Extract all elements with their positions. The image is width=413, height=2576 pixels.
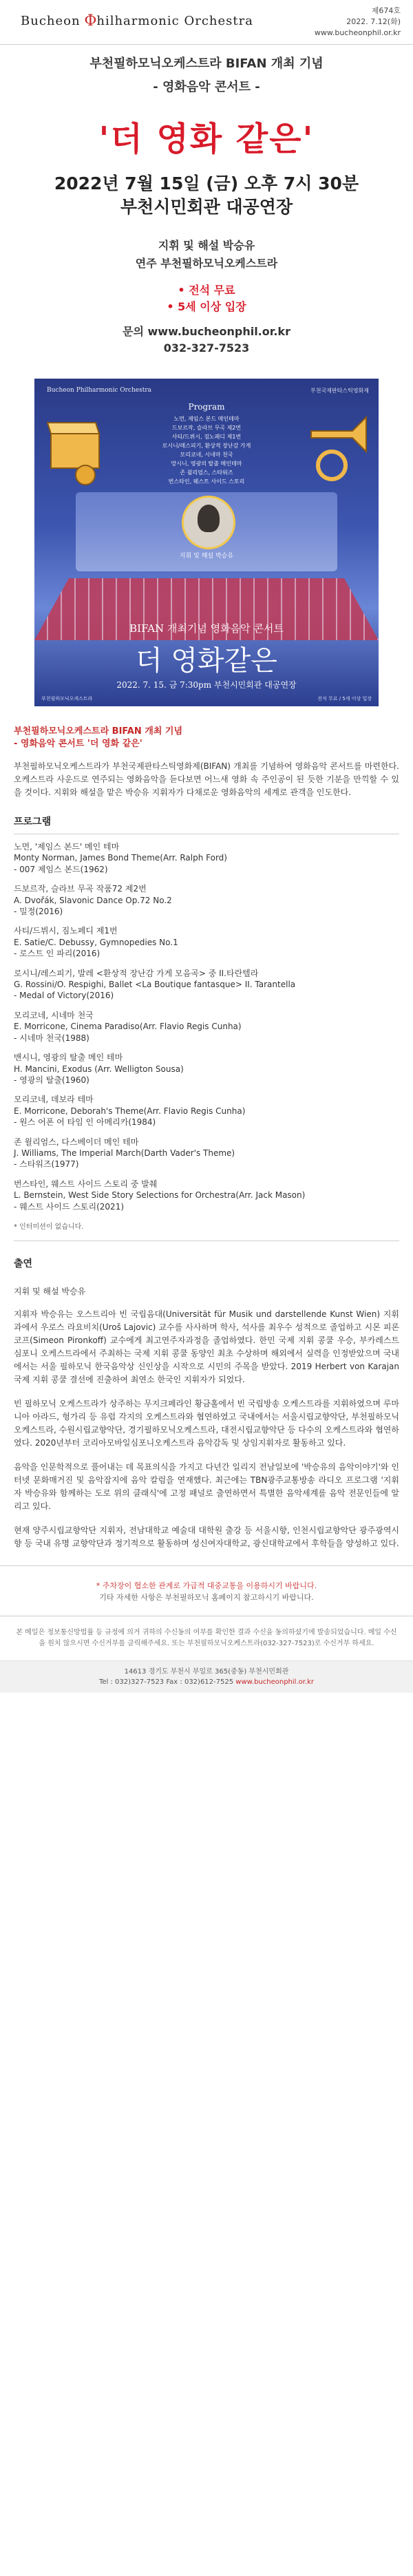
program-item-film: - Medal of Victory(2016): [14, 991, 114, 1001]
header: [0, 0, 413, 45]
program-item-film: - 시네마 천국(1988): [14, 1033, 89, 1043]
poster-conductor: 지휘 및 해설 박승유: [179, 553, 234, 560]
note-free: • 전석 무료: [178, 284, 235, 297]
conductor-line: 지휘 및 해설 박승유: [158, 239, 255, 252]
program-item: [14, 841, 399, 875]
program-item-korean: 사티/드뷔시, 짐노페디 제1번: [14, 926, 118, 936]
program-item: [14, 1094, 399, 1128]
program-item-english: Monty Norman, James Bond Theme(Arr. Ralph Ford): [14, 853, 227, 863]
article-heading-2: - 영화음악 콘서트 '더 영화 같은': [14, 739, 142, 749]
program-item-english: J. Williams, The Imperial March(Darth Vader's Theme): [14, 1148, 235, 1158]
concert-poster[interactable]: [34, 379, 379, 706]
email-disclaimer: 본 메일은 정보통신망법률 등 규정에 의거 귀하의 수신동의 여부를 확인한 결과 수신을 동의하셨기에 발송되었습니다. 메일 수신을 원치 않으시면 수신거부를 클릭해주세요. 또는 부천필하모닉오케스트라(032-327-7523)로 수신거부 하세요.: [16, 1628, 397, 1647]
program-item-film: - 로스트 인 파리(2016): [14, 949, 100, 959]
intro-subtitle-2: - 영화음악 콘서트 -: [153, 80, 260, 94]
poster-footer-right: 전석 무료 / 5세 이상 입장: [317, 696, 372, 701]
conductor-bio: [14, 1308, 399, 1550]
poster-program-line: 로시니/레스피기, 환상적 장난감 가게: [162, 443, 251, 449]
poster-program: [116, 402, 297, 483]
inquiry-link[interactable]: 문의 www.bucheonphil.or.kr: [123, 325, 290, 338]
program-item-film: - 원스 어폰 어 타임 인 아메리카(1984): [14, 1117, 156, 1128]
poster-program-head: Program: [188, 402, 225, 412]
notice-box: [0, 1565, 413, 1603]
program-item-english: H. Mancini, Exodus (Arr. Welligton Sousa): [14, 1064, 184, 1074]
poster-program-line: 망시니, 영광의 탈출 메인테마: [171, 461, 242, 467]
article: [0, 726, 413, 1550]
program-item-film: - 007 제임스 본드(1962): [14, 864, 108, 874]
logo-right: hilharmonic Orchestra: [96, 14, 253, 28]
poster-footer: [41, 695, 372, 702]
phi-icon: Φ: [84, 12, 98, 30]
poster-festival: 부천국제판타스틱영화제: [310, 388, 369, 394]
issue-date: 2022. 7.12(화): [346, 17, 401, 26]
program-item-korean: 드보르작, 슬라브 무곡 작품72 제2번: [14, 884, 147, 894]
footer-address: 14613 경기도 부천시 부일로 365(중동) 부천시민회관: [124, 1667, 289, 1676]
footer-site-link[interactable]: www.bucheonphil.or.kr: [235, 1678, 315, 1686]
footer: [0, 1616, 413, 1693]
program-item-english: E. Morricone, Cinema Paradiso(Arr. Flavio Regis Cunha): [14, 1022, 242, 1032]
program-item: [14, 1137, 399, 1170]
intro: [0, 45, 413, 357]
issue-meta: [315, 6, 401, 39]
program-item: [14, 968, 399, 1002]
program-section-title: 프로그램: [14, 814, 399, 834]
poster-date: 2022. 7. 15. 금 7:30pm 부천시민회관 대공연장: [116, 680, 297, 690]
note-age: • 5세 이상 입장: [167, 300, 246, 313]
program-list: [14, 841, 399, 1212]
program-footnote: * 인터미션이 없습니다.: [14, 1221, 399, 1241]
concert-venue: 부천시민회관 대공연장: [120, 197, 293, 217]
poster-program-line: 모리코네, 시네마 천국: [180, 452, 233, 458]
cast-role: 지휘 및 해설 박승유: [14, 1286, 86, 1296]
article-intro: 부천필하모닉오케스트라가 부천국제판타스틱영화제(BIFAN) 개최를 기념하여 영화음악 콘서트를 마련한다. 오케스트라 사운드로 연주되는 영화음악을 듣다보면 어느새 영화 속 주인공이 된 듯한 기분을 만끽할 수 있을 것이다. 지휘와 해설을 맡은 박승유 지휘자가 다채로운 영화음악의 세계로 관객을 인도한다.: [14, 761, 399, 797]
bio-paragraph: 빈 필하모닉 오케스트라가 상주하는 무지크페라인 황금홀에서 빈 국립방송 오케스트라를 지휘하였으며 루마니아 아라드, 헝가리 등 유럽 각지의 오케스트라와 협연하였고 국내에서는 서울시립교향악단, 부천필하모닉오케스트라, 수원시립교향악단, 경기필하모닉오케스트라, 대전시립교향악단 등 다수의 오케스트라와 협연하였다. 2020년부터 코리아모바일심포니오케스트라 음악감독 및 상임지휘자로 활동하고 있다.: [14, 1398, 399, 1448]
program-item-english: G. Rossini/O. Respighi, Ballet <La Boutique fantasque> II. Tarantella: [14, 980, 296, 990]
poster-program-line: 드보르작, 슬라브 무곡 제2번: [171, 425, 242, 431]
program-item: [14, 1052, 399, 1086]
clapperboard-icon: [44, 406, 113, 489]
address-bar: [0, 1660, 413, 1693]
poster-orchestra: Bucheon Philharmonic Orchestra: [47, 387, 151, 394]
trumpet-icon: [304, 403, 373, 486]
program-item-korean: 로시니/레스피기, 발레 <환상적 장난감 가게 모음곡> 중 II.타란텔라: [14, 968, 259, 978]
poster-subtitle: BIFAN 개최기념 영화음악 콘서트: [129, 622, 284, 635]
program-item-english: A. Dvořák, Slavonic Dance Op.72 No.2: [14, 895, 172, 905]
article-heading-1: 부천필하모닉오케스트라 BIFAN 개최 기념: [14, 726, 183, 737]
program-item-film: - 웨스트 사이드 스토리(2021): [14, 1201, 125, 1212]
program-item-korean: 노먼, '제임스 본드' 메인 테마: [14, 842, 120, 852]
orchestra-logo[interactable]: [21, 12, 253, 30]
concert-date: 2022년 7월 15일 (금) 오후 7시 30분: [54, 173, 359, 193]
bio-paragraph: 지휘자 박승유는 오스트리아 빈 국립음대(Universität für Musik und darstellende Kunst Wien) 지휘과에서 우로스 라요비치(Uroš Lajovic) 교수를 사사하며 학사, 석사를 최우수 성적으로 졸업하고 시몬 피론코프(Simeon Pironkoff) 교수에게 최고연주자과정을 졸업하였다. 한민 국제 지휘 콩쿨 우승, 부카레스트 심포니 오케스트라에서 주최하는 국제 지휘 콩쿨 동양인 최초 수상하며 해외에서 실력을 인정받았으며 국내에서는 서울 필하모닉 한국음악상 신인상을 시작으로 시민의 주목을 받았다. 2019 Herbert von Karajan 국제 지휘 콩쿨 결선에 진출하여 최연소 한국인 지휘자가 되었다.: [14, 1309, 399, 1384]
program-item-english: L. Bernstein, West Side Story Selections for Orchestra(Arr. Jack Mason): [14, 1190, 306, 1201]
poster-footer-left: 부천필하모닉오케스트라: [41, 696, 93, 701]
concert-title: '더 영화 같은': [98, 120, 315, 158]
notice-line-2: 기타 자세한 사항은 부천필하모닉 홈페이지 참고하시기 바랍니다.: [99, 1592, 314, 1602]
program-item-film: - 스타워즈(1977): [14, 1159, 79, 1170]
program-item-film: - 영광의 탈출(1960): [14, 1075, 89, 1085]
performer-line: 연주 부천필하모닉오케스트라: [135, 257, 278, 270]
bio-paragraph: 음악을 인문학적으로 풀어내는 데 목표의식을 가지고 다년간 일리지 전남일보에 '박승유의 음악이야기'와 인터넷 문화매거진 및 음악잡지에 음악 칼럼을 연재했다. 최근에는 TBN광주교통방송 라디오 프로그램 '지휘자 박승유와 함께하는 도로 위의 클래식'에 고정 패널로 출연하면서 특별한 음악세계를 음악 전문인들에 알리고 있다.: [14, 1461, 399, 1511]
program-item-korean: 번스타인, 웨스트 사이드 스토리 중 발췌: [14, 1179, 158, 1189]
article-heading: [14, 726, 399, 750]
conductor-portrait: [182, 496, 235, 549]
program-item-korean: 존 윌리엄스, 다스베이더 메인 테마: [14, 1137, 139, 1147]
program-item-korean: 모리코네, 데보라 테마: [14, 1095, 94, 1105]
program-item-english: E. Morricone, Deborah's Theme(Arr. Flavio Regis Cunha): [14, 1106, 246, 1116]
program-item: [14, 1179, 399, 1212]
header-site-link[interactable]: www.bucheonphil.or.kr: [314, 28, 401, 37]
intro-subtitle: 부천필하모닉오케스트라 BIFAN 개최 기념: [89, 56, 324, 71]
footer-contact: [14, 1677, 399, 1687]
program-item-korean: 모리코네, 시네마 천국: [14, 1010, 94, 1020]
program-item-english: E. Satie/C. Debussy, Gymnopedies No.1: [14, 937, 178, 947]
admission-notes: [0, 282, 413, 315]
program-item-korean: 맨시니, 영광의 탈출 메인 테마: [14, 1053, 123, 1063]
program-item: [14, 883, 399, 917]
poster-program-line: 사티/드뷔시, 짐노페디 제1번: [171, 434, 242, 440]
notice-line-1: * 주차장이 협소한 관계로 가급적 대중교통을 이용하시기 바랍니다.: [96, 1581, 317, 1590]
cast-section-title: 출연: [14, 1258, 33, 1269]
footer-tel: Tel : 032)327-7523 Fax : 032)612-7525: [98, 1678, 234, 1686]
bio-paragraph: 현재 양주시립교향악단 지휘자, 전남대학교 예술대 대학원 출강 등 서울시향, 인천시립교향악단 광주광역시향 등 국내 유명 교향악단과 정기적으로 활동하며 성신여자대학교, 광신대학교에서 후학들을 양성하고 있다.: [14, 1525, 399, 1548]
poster-program-line: 존 윌리엄스, 스타워즈: [180, 469, 233, 476]
issue-number: 제674호: [371, 6, 401, 15]
program-item: [14, 1010, 399, 1044]
poster-program-line: 번스타인, 웨스트 사이드 스토리: [168, 478, 245, 485]
logo-left: Bucheon: [21, 14, 81, 28]
program-item-film: - 밀정(2016): [14, 907, 63, 917]
program-item: [14, 925, 399, 959]
poster-program-line: 노먼, 제임스 본드 메인테마: [173, 416, 240, 422]
poster-title: 더 영화같은: [136, 645, 277, 677]
inquiry-phone: 032-327-7523: [163, 341, 250, 355]
